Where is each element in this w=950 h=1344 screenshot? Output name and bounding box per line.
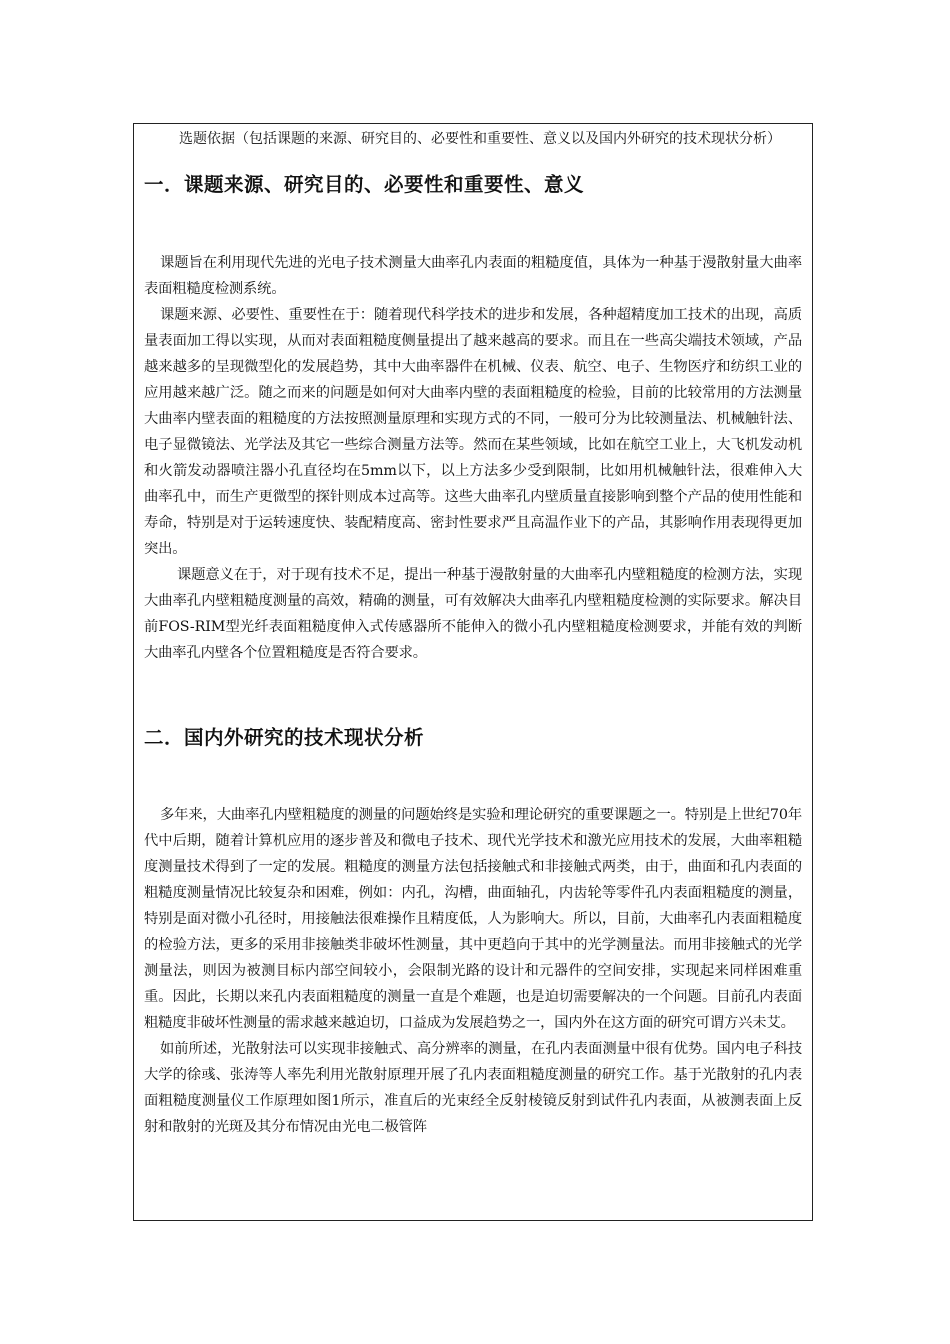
paragraph: 课题旨在利用现代先进的光电子技术测量大曲率孔内表面的粗糙度值，具体为一种基于漫散射量大曲率表面粗糙度检测系统。	[144, 255, 802, 297]
paragraph: 如前所述，光散射法可以实现非接触式、高分辨率的测量，在孔内表面测量中很有优势。国内电子科技大学的徐彧、张涛等人率先利用光散射原理开展了孔内表面粗糙度测量的研究工作。基于光散射的孔内表面粗糙度测量仪工作原理如图1所示，准直后的光束经全反射棱镜反射到试件孔内表面，从被测表面上反射和散射的光斑及其分布情况由光电二极管阵	[144, 1041, 802, 1135]
document-content	[134, 124, 812, 1140]
section-2-heading: 二．国内外研究的技术现状分析	[144, 726, 425, 749]
intro-text: 选题依据（包括课题的来源、研究目的、必要性和重要性、意义以及国内外研究的技术现状分析）	[179, 131, 781, 147]
section-1-heading: 一．课题来源、研究目的、必要性和重要性、意义	[144, 173, 585, 196]
paragraph: 多年来，大曲率孔内壁粗糙度的测量的问题始终是实验和理论研究的重要课题之一。特别是上世纪70年代中后期，随着计算机应用的逐步普及和微电子技术、现代光学技术和激光应用技术的发展，大曲率粗糙度测量技术得到了一定的发展。粗糙度的测量方法包括接触式和非接触式两类，由于，曲面和孔内表面的粗糙度测量情况比较复杂和困难，例如：内孔，沟槽，曲面轴孔，内齿轮等零件孔内表面粗糙度的测量，特别是面对微小孔径时，用接触法很难操作且精度低，人为影响大。所以，目前，大曲率孔内表面粗糙度的检验方法，更多的采用非接触类非破坏性测量，其中更趋向于其中的光学测量法。而用非接触式的光学测量法，则因为被测目标内部空间较小，会限制光路的设计和元器件的空间安排，实现起来同样困难重重。因此，长期以来孔内表面粗糙度的测量一直是个难题，也是迫切需要解决的一个问题。目前孔内表面粗糙度非破坏性测量的需求越来越迫切，口益成为发展趋势之一，国内外在这方面的研究可谓方兴未艾。	[144, 807, 802, 1031]
paragraph: 课题来源、必要性、重要性在于：随着现代科学技术的进步和发展，各种超精度加工技术的出现，高质量表面加工得以实现，从而对表面粗糙度侧量提出了越来越高的要求。而且在一些高尖端技术领域，产品越来越多的呈现微型化的发展趋势，其中大曲率器件在机械、仪表、航空、电子、生物医疗和纺织工业的应用越来越广泛。随之而来的问题是如何对大曲率内壁的表面粗糙度的检验，目前的比较常用的方法测量大曲率内壁表面的粗糙度的方法按照测量原理和实现方式的不同，一般可分为比较测量法、机械触针法、电子显微镜法、光学法及其它一些综合测量方法等。然而在某些领域，比如在航空工业上，大飞机发动机和火箭发动器喷注器小孔直径均在5mm以下，以上方法多少受到限制，比如用机械触针法，很难伸入大曲率孔中，而生产更微型的探针则成本过高等。这些大曲率孔内壁质量直接影响到整个产品的使用性能和寿命，特别是对于运转速度快、装配精度高、密封性要求严且高温作业下的产品，其影响作用表现得更加突出。	[144, 307, 802, 557]
document-frame	[133, 123, 813, 1221]
paragraph: 课题意义在于，对于现有技术不足，提出一种基于漫散射量的大曲率孔内壁粗糙度的检测方法，实现大曲率孔内壁粗糙度测量的高效，精确的测量，可有效解决大曲率孔内壁粗糙度检测的实际要求。解决目前FOS-RIM型光纤表面粗糙度伸入式传感器所不能伸入的微小孔内壁粗糙度检测要求，并能有效的判断大曲率孔内壁各个位置粗糙度是否符合要求。	[144, 567, 802, 661]
